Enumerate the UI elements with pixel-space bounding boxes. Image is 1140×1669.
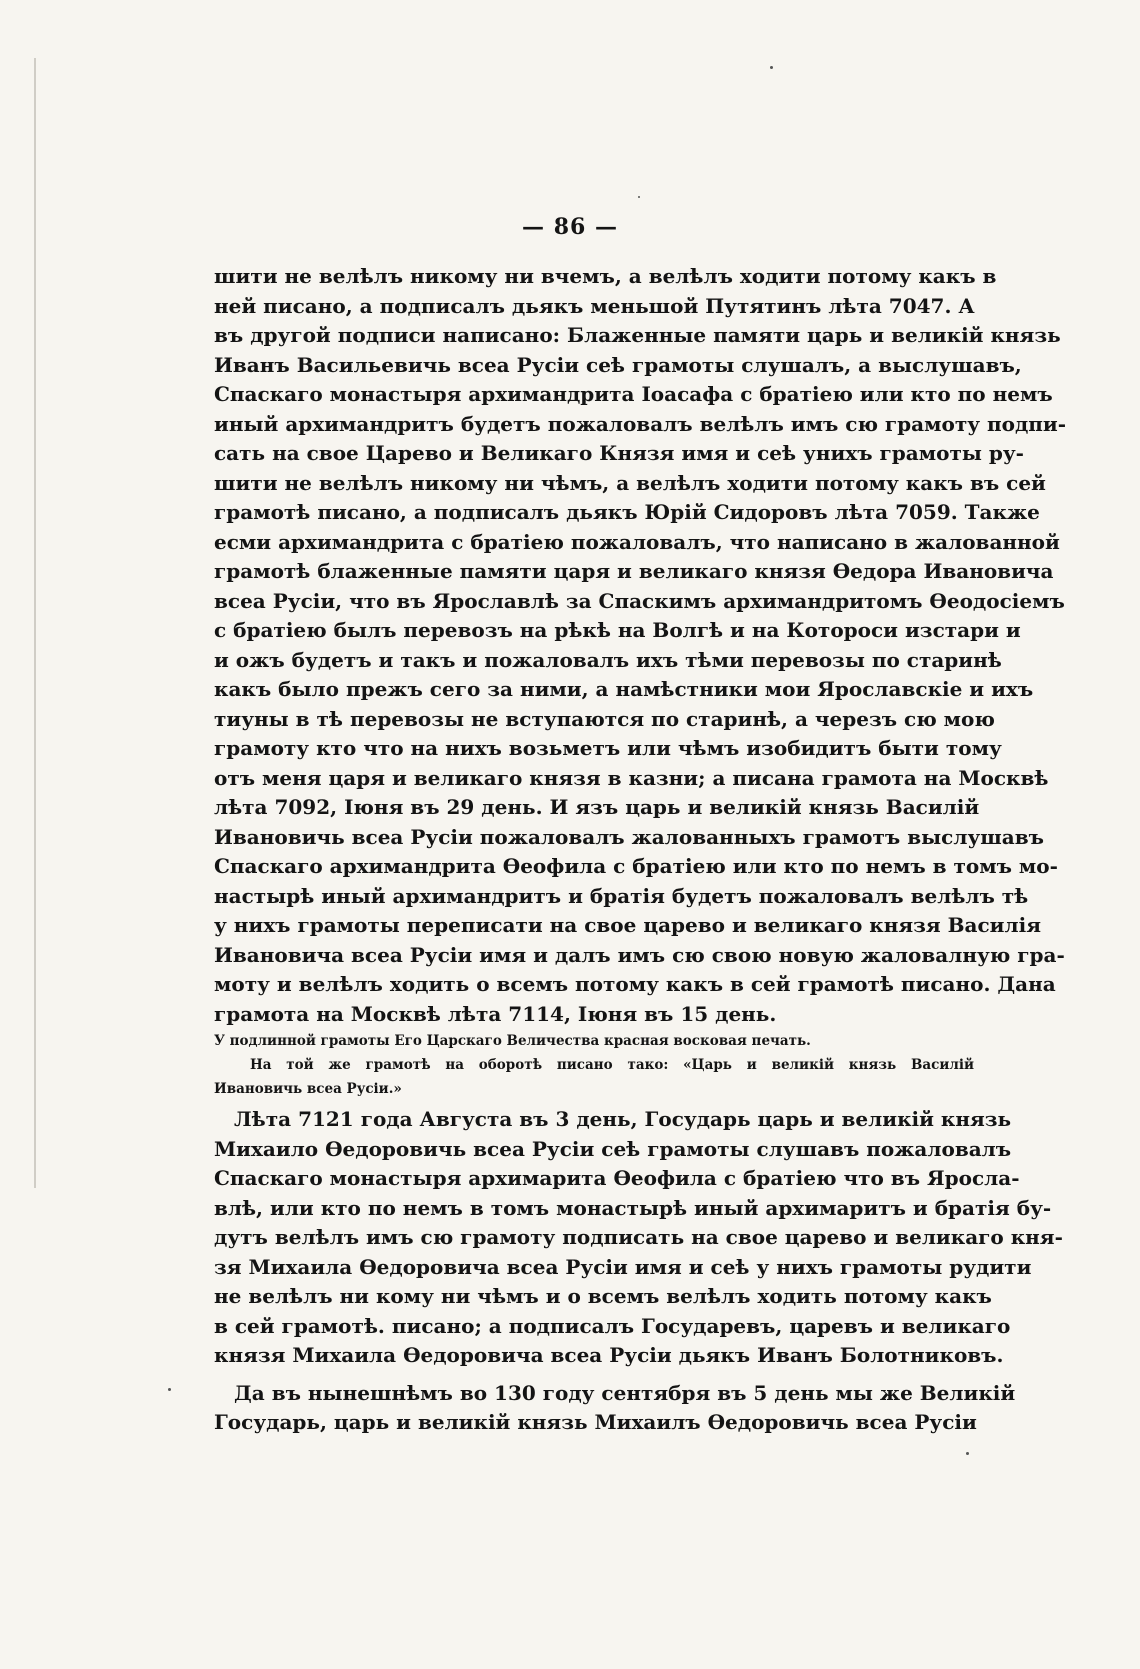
text-line: отъ меня царя и великаго князя в казни; а писана грамота на Москвѣ bbox=[214, 765, 1049, 790]
text-line: Ивановича всеа Русiи имя и далъ имъ сю свою новую жаловалную гра- bbox=[214, 942, 1065, 967]
text-line: и ожъ будетъ и такъ и пожаловалъ ихъ тѣми перевозы по старинѣ bbox=[214, 647, 1002, 672]
text-line: шити не велѣлъ никому ни чѣмъ, а велѣлъ ходити потому какъ въ сей bbox=[214, 470, 1046, 495]
text-line: Да въ нынешнѣмъ во 130 году сентября въ 5 день мы же Великiй bbox=[234, 1380, 1016, 1405]
text-line: Лѣта 7121 года Августа въ 3 день, Государь царь и великiй князь bbox=[234, 1107, 1012, 1131]
text-line: зя Михаила Ѳедоровича всеа Русiи имя и сеѣ у нихъ грамоты рудити bbox=[214, 1254, 1032, 1279]
notes bbox=[214, 1029, 974, 1101]
text-line: грамотѣ писано, а подписалъ дьякъ Юрiй Сидоровъ лѣта 7059. Также bbox=[214, 500, 1040, 524]
seal-note: У подлинной грамоты Его Царскаго Величества красная восковая печать. bbox=[214, 1033, 811, 1049]
text-line: шити не велѣлъ никому ни вчемъ, а велѣлъ ходити потому какъ в bbox=[214, 264, 997, 288]
text-line: с братiею былъ перевозъ на рѣкѣ на Волгѣ и на Котороси изстари и bbox=[214, 618, 1021, 642]
reverse-note-line: На той же грамотѣ на оборотѣ писано тако: «Царь и великiй князь Василiй bbox=[250, 1057, 974, 1073]
text-line: грамота на Москвѣ лѣта 7114, Iюня въ 15 день. bbox=[214, 1001, 777, 1026]
text-line: в сей грамотѣ. писано; а подписалъ Государевъ, царевъ и великаго bbox=[214, 1313, 1011, 1338]
text-line: дутъ велѣлъ имъ сю грамоту подписать на свое царево и великаго кня- bbox=[214, 1225, 1063, 1249]
text-line: настырѣ иный архимандритъ и братiя будетъ пожаловалъ велѣлъ тѣ bbox=[214, 883, 1029, 908]
scan-speck bbox=[770, 66, 773, 69]
paragraph-3 bbox=[214, 1379, 1016, 1438]
text-line: ней писано, а подписалъ дьякъ меньшой Путятинъ лѣта 7047. А bbox=[214, 293, 975, 318]
text-line: влѣ, или кто по немъ в томъ монастырѣ иный архимаритъ и братiя бу- bbox=[214, 1195, 1052, 1220]
paragraph-1 bbox=[214, 262, 1067, 1029]
text-line: Спаскаго монастыря архимарита Ѳеофила с братiею что въ Яросла- bbox=[214, 1166, 1020, 1190]
text-line: грамоту кто что на нихъ возьметъ или чѣмъ изобидитъ быти тому bbox=[214, 736, 1002, 760]
text-line: моту и велѣлъ ходить о всемъ потому какъ в сей грамотѣ писано. Дана bbox=[214, 972, 1056, 996]
text-line: тиуны в тѣ перевозы не вступаются по старинѣ, а черезъ сю мою bbox=[214, 706, 995, 731]
text-line: не велѣлъ ни кому ни чѣмъ и о всемъ велѣлъ ходить потому какъ bbox=[214, 1284, 992, 1308]
scan-speck bbox=[966, 1452, 969, 1455]
text-line: въ другой подписи написано: Блаженные памяти царь и великiй князь bbox=[214, 323, 1061, 347]
scan-speck bbox=[168, 1388, 171, 1391]
text-line: иный архимандритъ будетъ пожаловалъ велѣлъ имъ сю грамоту подпи- bbox=[214, 411, 1067, 436]
text-line: есми архимандрита с братiею пожаловалъ, что написано в жалованной bbox=[214, 529, 1060, 554]
text-line: Спаскаго монастыря архимандрита Iоасафа с братiею или кто по немъ bbox=[214, 382, 1053, 406]
text-line: Ивановичь всеа Русiи пожаловалъ жалованныхъ грамотъ выслушавъ bbox=[214, 824, 1044, 849]
scan-speck bbox=[638, 196, 640, 198]
text-line: у нихъ грамоты переписати на свое царево и великаго князя Василiя bbox=[214, 913, 1041, 937]
text-line: Спаскаго архимандрита Ѳеофила с братiею или кто по немъ в томъ мо- bbox=[214, 854, 1058, 878]
text-line: какъ было прежъ сего за ними, а намѣстники мои Ярославскiе и ихъ bbox=[214, 677, 1034, 701]
text-line: Иванъ Васильевичь всеа Русiи сеѣ грамоты слушалъ, а выслушавъ, bbox=[214, 352, 1022, 377]
body-text bbox=[214, 262, 1067, 1438]
text-line: сать на свое Царево и Великаго Князя имя и сеѣ унихъ грамоты ру- bbox=[214, 441, 1024, 465]
text-line: Михаило Ѳедоровичь всеа Русiи сеѣ грамоты слушавъ пожаловалъ bbox=[214, 1136, 1012, 1161]
text-line: грамотѣ блаженные памяти царя и великаго князя Ѳедора Ивановича bbox=[214, 559, 1054, 583]
paragraph-2 bbox=[214, 1105, 1063, 1371]
text-line: князя Михаила Ѳедоровича всеа Русiи дьякъ Иванъ Болотниковъ. bbox=[214, 1343, 1004, 1367]
text-line: Государь, царь и великiй князь Михаилъ Ѳедоровичь всеа Русiи bbox=[214, 1410, 977, 1434]
text-line: всеа Русiи, что въ Ярославлѣ за Спаскимъ архимандритомъ Ѳеодосiемъ bbox=[214, 588, 1065, 613]
reverse-note-line: Ивановичь всеа Русiи.» bbox=[214, 1081, 402, 1097]
text-line: лѣта 7092, Iюня въ 29 день. И язъ царь и великiй князь Василiй bbox=[214, 795, 980, 819]
page-number: — 86 — bbox=[522, 214, 618, 240]
